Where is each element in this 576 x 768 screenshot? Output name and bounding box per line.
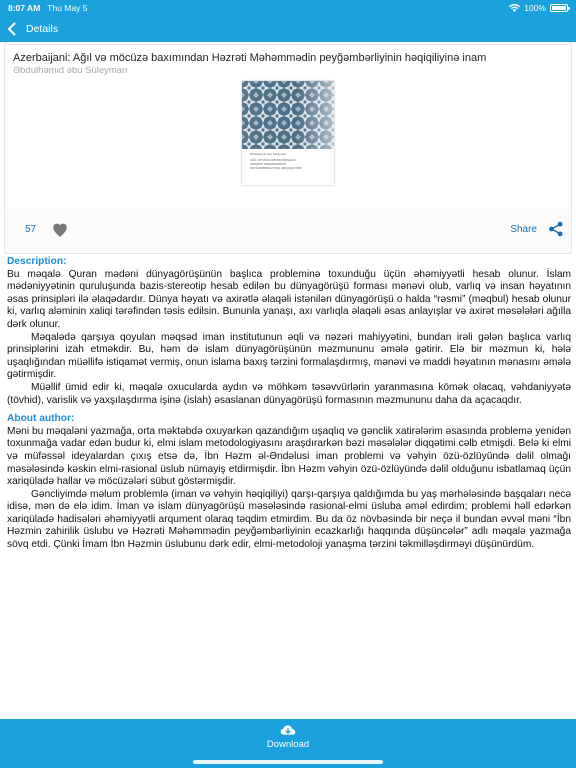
download-label: Download bbox=[266, 739, 310, 750]
book-author: Əbdulhəmid əbu Süleyman bbox=[13, 65, 128, 76]
cover-pattern bbox=[242, 81, 334, 149]
heart-icon[interactable] bbox=[51, 221, 69, 239]
home-indicator bbox=[193, 760, 383, 764]
description-paragraph: Bu məqalə Quran mədəni dünyagörüşünün başlıca probleminə toxunduğu üçün əhəmiyyətli hesab olunur. İslam mədəniyyətinin quruluşunda bazis-stereotip hesab edilən bu dünyagörüşü forması mənəvi olub, varlıq və insan həyatının əsas prinsipləri ilə əlaqədardır. Dünya həyatı və axirətlə əlaqəli istənilən dünyagörüşü o halda “rəsmi” (məqbul) hesab olunur ki, varlıq aləminin xaliqi tərəfindən təsis edilsin. Bununla yanaşı, axı varlıqla əlaqəli əsas anlayışlar və axirət məsələləri ağılla dərk olunur. bbox=[7, 268, 571, 330]
cover-author-line: Əbdülhəmid əbu Süleyman bbox=[250, 152, 287, 156]
cover-title-line: PEYĞƏMBƏRLİYİNİN HƏQİQİLİYİNƏ bbox=[250, 166, 302, 170]
likes-count: 57 bbox=[25, 224, 37, 235]
description-label: Description: bbox=[7, 256, 67, 267]
cloud-download-icon bbox=[280, 723, 296, 737]
chevron-left-icon bbox=[6, 22, 18, 36]
cover-title-line: AĞIL VƏ MÖCÜZƏ BAXIMINDAN bbox=[250, 158, 296, 162]
book-card bbox=[4, 44, 572, 254]
battery-percent: 100% bbox=[524, 3, 546, 13]
status-date: Thu May 5 bbox=[47, 3, 88, 13]
book-cover[interactable] bbox=[242, 81, 334, 185]
download-button[interactable] bbox=[267, 723, 309, 750]
description-paragraph: Məqalədə qarşıya qoyulan məqsəd iman institutunun əqli və nəzəri mahiyyətini, bundan irəli gələn başlıca varlıq prinsiplərini izah etməkdir. Bu, həm də islam dünyagörüşünün məzmununu əmələ gətirir. Elə bir məzmun ki, hələ uşaqlığından müəllifə istiqamət vermiş, onun islama baxış tərzini formalaşdırmış, mənəvi və maddi həyatının mənasını əmələ gətirmişdir. bbox=[7, 331, 571, 381]
share-button[interactable]: Share bbox=[510, 224, 537, 235]
wifi-icon bbox=[509, 4, 520, 12]
cover-title-line: HƏZRƏTİ MƏHƏMMƏDİN bbox=[250, 162, 286, 166]
nav-title: Details bbox=[26, 23, 59, 35]
about-author-paragraph: Gəncliyimdə məlum problemlə (iman və vəhyin həqiqiliyi) qarşı-qarşıya qaldığımda bu yaş mərhələsində başqaları necə idisə, mən də elə idim. İman və islam dünyagörüşü məsələsində rasional-elmi üsluba əməl edirdim; problemi həll edərkən xariqüladə hadisələri əhəmiyyətli arqument olaraq təqdim etmirdim. Bu da öz növbəsində bir neçə il bundan əvvəl məni “İbn Həzmin zahirilik üslubu və Həzrəti Məhəmmədin peyğəmbərliyinin ecazkarlığı haqqında düşüncələr” adlı məqalə yazmağa sövq etdi. Çünki İmam İbn Həzmin üslubunu dərk edir, elmi-metodoloji yanaşma tərzini təkmilləşdirməyi düşünürdüm. bbox=[7, 488, 571, 551]
status-right bbox=[509, 3, 568, 13]
details-text bbox=[7, 256, 571, 552]
description-paragraph: Müəllif ümid edir ki, məqalə oxucularda aydın və möhkəm təsəvvürlərin yaranmasına kömək olacaq, vəhdaniyyətə (tövhid), varislik və yaxşılaşdırma işinə (islah) əsaslanan dünyagörüşü formasının məzmununu daha da açacaqdır. bbox=[7, 381, 571, 406]
about-author-label: About author: bbox=[7, 413, 75, 425]
about-author-paragraph: Məni bu məqaləni yazmağa, orta məktəbdə oxuyarkən qazandığım uşaqlıq və gənclik xatirələrim əsasında problemə yenidən toxunmağa vadar edən budur ki, elmi islam metodologiyasını araşdırarkən bəzi məsələlər diqqətimi cəlb etmişdi. Belə ki elmi və müfəssəl ideyalardan çıxış etsə də, İbn Həzm əl-Əndəlusi iman problemi və vəhyin özü-özlüyündə dəlil olmağı məsələsində kəskin elmi-rasional üslub nümayiş etdirmişdir. İbn Həzm vəhyin özü-özlüyündə dəlil olduğunu isbatlamaq üçün xariqüladə hallar və möcüzələri sübut göstərmişdir. bbox=[7, 425, 571, 488]
battery-icon bbox=[550, 4, 568, 12]
back-button[interactable] bbox=[6, 22, 18, 36]
share-icon[interactable] bbox=[547, 220, 565, 238]
card-footer bbox=[5, 209, 571, 253]
book-title: Azerbaijani: Ağıl və möcüzə baxımından Həzrəti Məhəmmədin peyğəmbərliyinin həqiqiliyinə inam bbox=[13, 52, 487, 64]
status-bar bbox=[0, 0, 576, 16]
status-time: 8:07 AM bbox=[8, 3, 41, 13]
nav-bar bbox=[0, 16, 576, 42]
